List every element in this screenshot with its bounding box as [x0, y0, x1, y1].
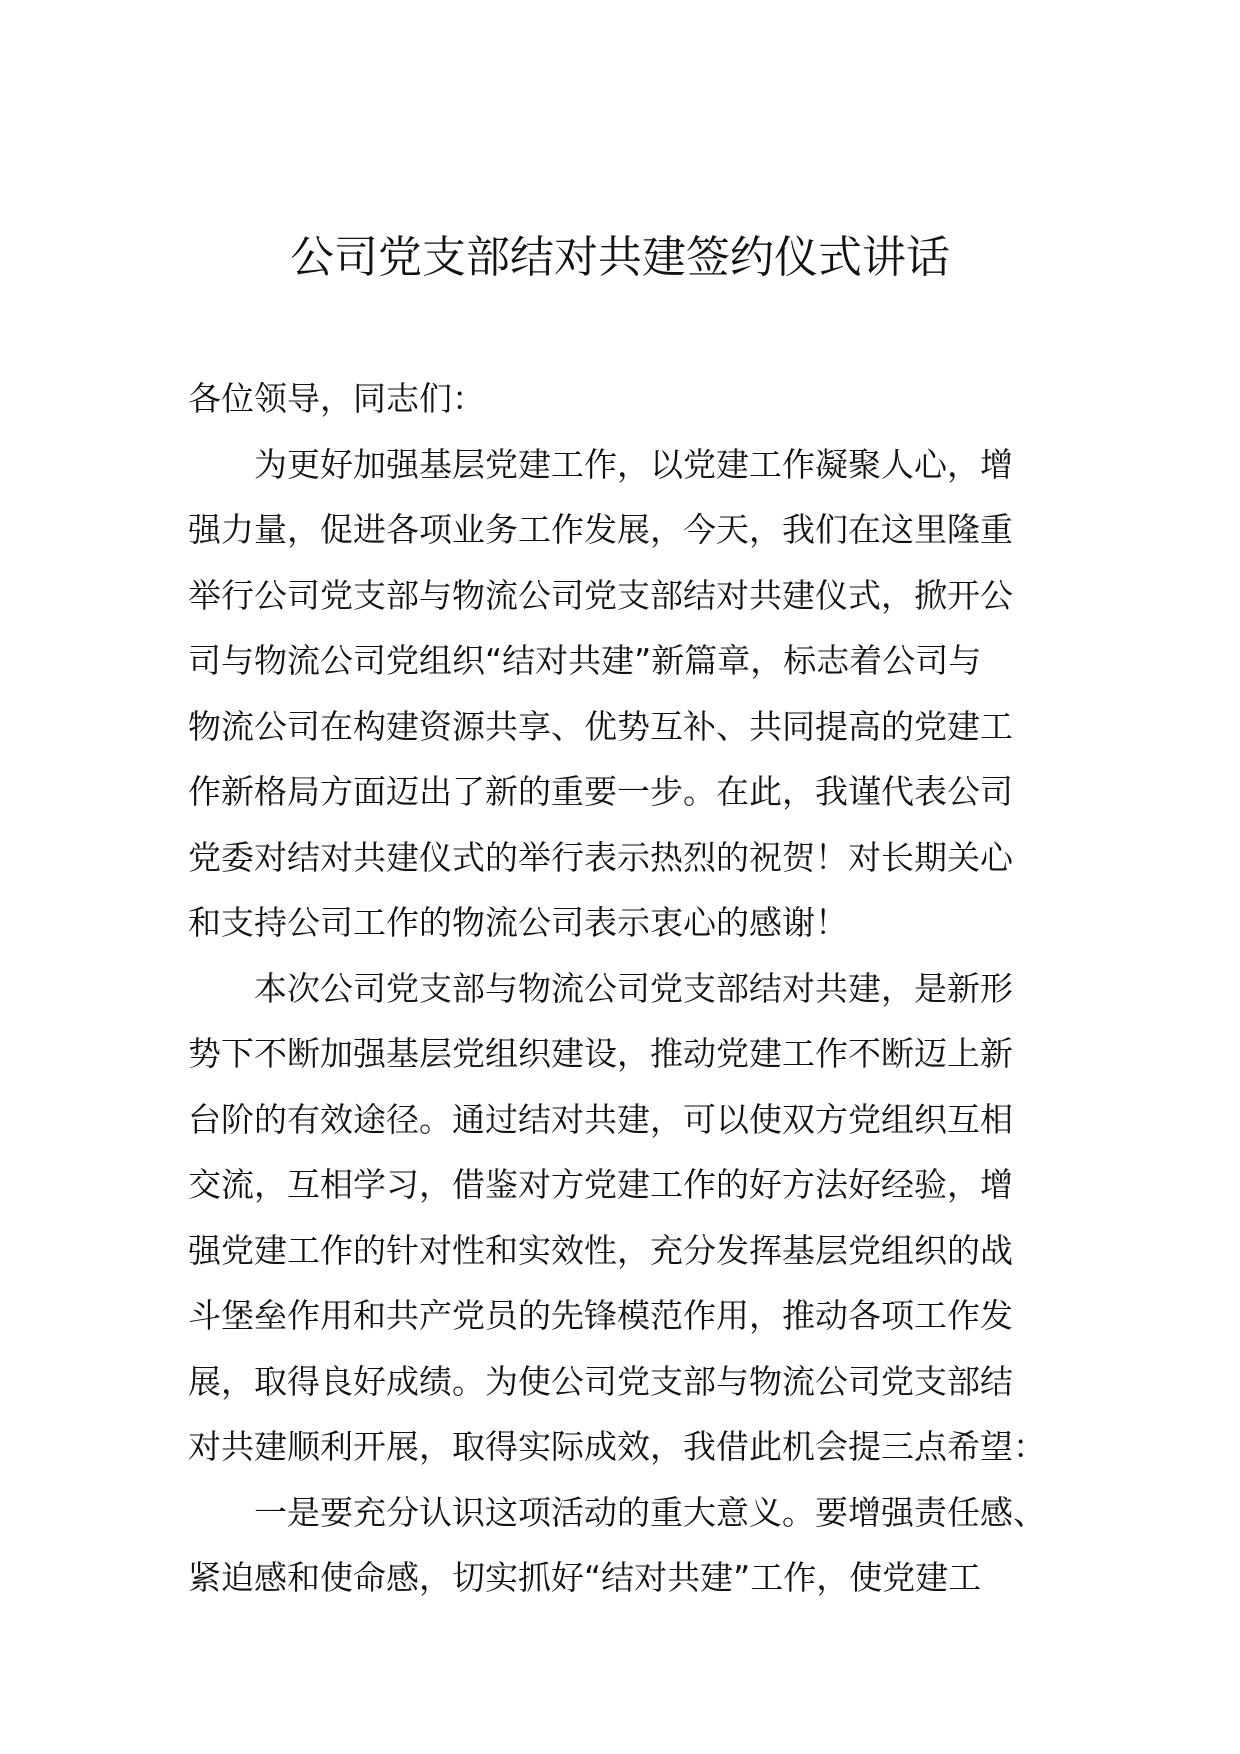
paragraph-line: 一是要充分认识这项活动的重大意义。要增强责任感、 — [254, 1492, 1046, 1532]
paragraph-line: 势下不断加强基层党组织建设，推动党建工作不断迈上新 — [188, 1034, 1013, 1073]
paragraph-line: 本次公司党支部与物流公司党支部结对共建，是新形 — [254, 968, 1013, 1008]
document-title: 公司党支部结对共建签约仪式讲话 — [290, 232, 950, 283]
paragraph-line: 作新格局方面迈出了新的重要一步。在此，我谨代表公司 — [188, 772, 1013, 811]
paragraph-line: 物流公司在构建资源共享、优势互补、共同提高的党建工 — [188, 706, 1013, 746]
paragraph-line: 强力量，促进各项业务工作发展，今天，我们在这里隆重 — [188, 510, 1013, 549]
paragraph-line: 党委对结对共建仪式的举行表示热烈的祝贺！对长期关心 — [188, 837, 1013, 877]
paragraph-line: 强党建工作的针对性和实效性，充分发挥基层党组织的战 — [188, 1230, 1013, 1270]
paragraph-line: 司与物流公司党组织“结对共建”新篇章，标志着公司与 — [188, 641, 982, 680]
paragraph-line: 和支持公司工作的物流公司表示衷心的感谢！ — [188, 903, 848, 942]
paragraph-line: 展，取得良好成绩。为使公司党支部与物流公司党支部结 — [188, 1361, 1013, 1401]
paragraph-line: 交流，互相学习，借鉴对方党建工作的好方法好经验，增 — [188, 1165, 1013, 1204]
paragraph-line: 对共建顺利开展，取得实际成效，我借此机会提三点希望： — [188, 1427, 1046, 1466]
paragraph-line: 举行公司党支部与物流公司党支部结对共建仪式，掀开公 — [188, 575, 1013, 615]
paragraph-line: 斗堡垒作用和共产党员的先锋模范作用，推动各项工作发 — [188, 1296, 1013, 1335]
paragraph-line: 台阶的有效途径。通过结对共建，可以使双方党组织互相 — [188, 1099, 1013, 1139]
salutation-line: 各位领导，同志们： — [188, 379, 485, 418]
paragraph-line: 为更好加强基层党建工作，以党建工作凝聚人心，增 — [254, 444, 1013, 484]
document-body — [188, 366, 1068, 1611]
paragraph-line: 紧迫感和使命感，切实抓好“结对共建”工作，使党建工 — [188, 1558, 982, 1597]
